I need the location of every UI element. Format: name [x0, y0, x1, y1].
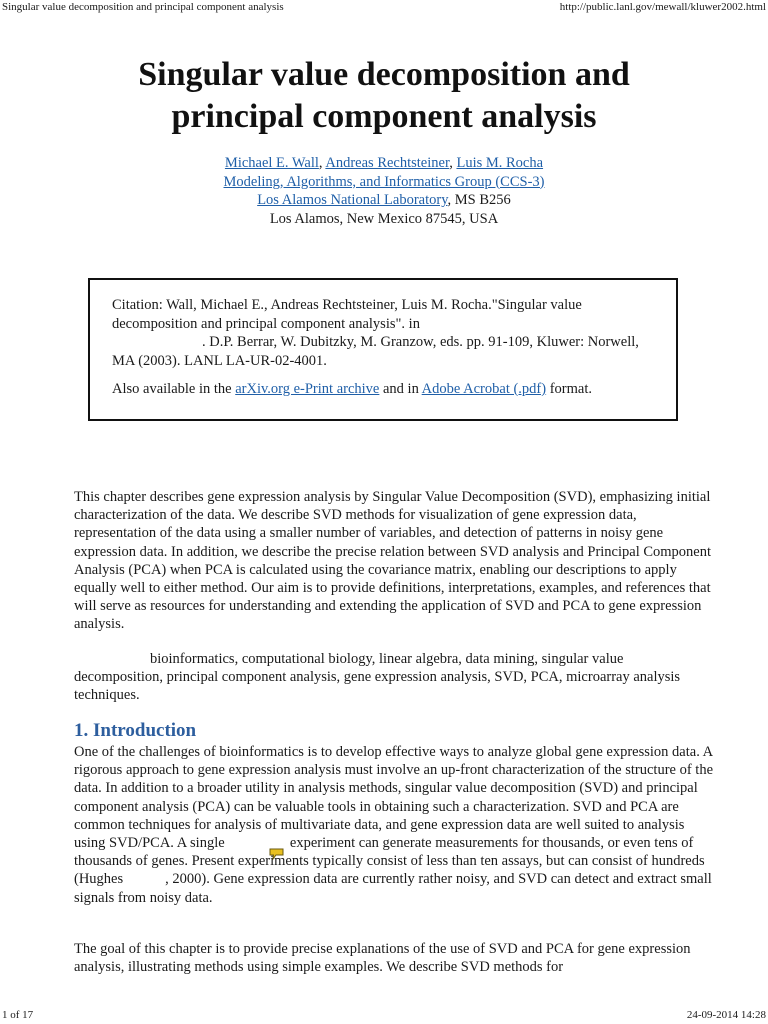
intro-text-c: , 2000). Gene expression data are currently rather noisy, and SVD can detect and extract small signals from noisy data.	[74, 871, 712, 906]
availability-line	[112, 380, 660, 399]
address: Los Alamos, New Mexico 87545, USA	[269, 210, 499, 227]
page-title	[0, 54, 768, 138]
header-doc-title: Singular value decomposition and principal component analysis	[2, 1, 284, 13]
intro-text-b: experiment can generate measurements for thousands, or even tens of thousands of genes. Present experiments typically consist of less than ten assays, but can consist of hundreds (Hughes	[74, 835, 705, 888]
mailstop: , MS B256	[447, 192, 511, 208]
comment-icon[interactable]	[269, 848, 284, 860]
print-footer	[0, 1008, 768, 1024]
author-link-rocha[interactable]: Luis M. Rocha	[456, 155, 544, 171]
title-line-1: Singular value decomposition and	[138, 56, 630, 93]
availability-suffix: format.	[546, 381, 592, 397]
author-link-rechtsteiner[interactable]: Andreas Rechtsteiner	[325, 155, 450, 171]
page-number: 1 of 17	[2, 1009, 34, 1021]
keywords-paragraph	[74, 650, 714, 705]
lab-link[interactable]: Los Alamos National Laboratory	[257, 192, 448, 208]
section-heading-introduction: 1. Introduction	[74, 720, 197, 741]
availability-mid: and in	[379, 381, 422, 397]
citation-text	[112, 296, 660, 370]
group-link[interactable]: Modeling, Algorithms, and Informatics Group (CCS-3)	[223, 173, 545, 190]
intro-text-a: One of the challenges of bioinformatics is to develop effective ways to analyze global gene expression data. A rigorous approach to gene expression analysis must involve an up-front characterization of the structure of the data. In addition to a broader utility in analysis methods, singular value decomposition (SVD) and principal component analysis (PCA) can be valuable tools in obtaining such a characterization. SVD and PCA are common techniques for analysis of multivariate data, and gene expression data are well suited to analysis using SVD/PCA. A single	[74, 744, 713, 852]
author-block: Michael E. Wall, Andreas Rechtsteiner, Luis M. Rocha Modeling, Algorithms, and Informatics Group (CCS-3) Los Alamos National Laboratory, MS B256 Los Alamos, New Mexico 87545, USA	[223, 155, 545, 227]
header-url: http://public.lanl.gov/mewall/kluwer2002.html	[559, 1, 766, 13]
citation-text-1: Citation: Wall, Michael E., Andreas Rechtsteiner, Luis M. Rocha."Singular value decomposition and principal component analysis". in	[112, 297, 582, 332]
pdf-link[interactable]: Adobe Acrobat (.pdf)	[421, 381, 547, 397]
citation-box	[88, 278, 678, 421]
citation-text-2: . D.P. Berrar, W. Dubitzky, M. Granzow, eds. pp. 91-109, Kluwer: Norwell, MA (2003). LANL LA-UR-02-4001.	[112, 334, 639, 369]
print-timestamp: 24-09-2014 14:28	[686, 1009, 766, 1021]
abstract-paragraph: This chapter describes gene expression analysis by Singular Value Decomposition (SVD), emphasizing initial characterization of the data. We describe SVD methods for visualization of gene expression data, representation of the data using a smaller number of variables, and detection of patterns in noisy gene expression data. In addition, we describe the precise relation between SVD analysis and Principal Component Analysis (PCA) when PCA is calculated using the covariance matrix, enabling our descriptions to apply equally well to either method. Our aim is to provide definitions, interpretations, examples, and references that will serve as resources for understanding and extending the application of SVD and PCA to gene expression analysis.	[74, 489, 712, 633]
intro-paragraph-1	[74, 743, 714, 907]
availability-prefix: Also available in the	[112, 381, 236, 397]
author-link-wall[interactable]: Michael E. Wall	[224, 155, 319, 171]
print-header	[0, 0, 768, 16]
title-line-2: principal component analysis	[171, 98, 597, 135]
intro-paragraph-2: The goal of this chapter is to provide precise explanations of the use of SVD and PCA for gene expression analysis, illustrating methods using simple examples. We describe SVD methods for	[74, 941, 691, 976]
keywords-text: bioinformatics, computational biology, linear algebra, data mining, singular value decomposition, principal component analysis, gene expression analysis, SVD, PCA, microarray analysis techniques.	[74, 651, 681, 704]
arxiv-link[interactable]: arXiv.org e-Print archive	[235, 381, 380, 397]
